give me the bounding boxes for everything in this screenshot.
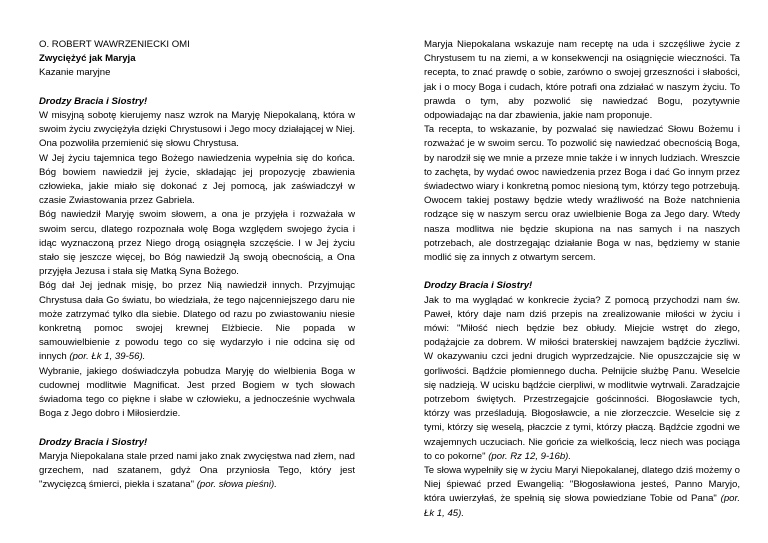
paragraph: W misyjną sobotę kierujemy nasz wzrok na Maryję Niepokalaną, która w swoim życiu zwyciężyła dzięki Chrystusowi i Jego mocy działającej w Niej. Ona pozwoliła przemienić się słowu Chrystusa. [39,110,355,150]
paragraph: W Jej życiu tajemnica tego Bożego nawiedzenia wypełnia się do końca. Bóg bowiem nawiedził jej życie, składając jej propozycję zbawienia człowieka, jakie miało się dokonać z Jej pomocą, jak zaświadczył w czasie Zwiastowania przez Gabriela. [39,152,355,207]
scripture-reference: (por. Łk 1, 39-56). [69,351,146,363]
paragraph-text: Maryja Niepokalana stale przed nami jako znak zwycięstwa nad złem, nad grzechem, nad szatanem, gdyż Ona przyniosła Tego, który jest "zwycięzcą śmierci, piekła i szatana" [39,450,355,491]
paragraph [424,294,740,464]
author-line: O. ROBERT WAWRZENIECKI OMI [39,39,190,50]
greeting-heading: Drodzy Bracia i Siostry! [424,280,533,292]
right-column [424,38,740,521]
paragraph [424,464,740,521]
paragraph-text: Te słowa wypełniły się w życiu Maryi Niepokalanej, dlatego dziś możemy o Niej śpiewać przed Ewangelią: "Błogosławiona jesteś, Panno Maryjo, która uwierzyłaś, że spełnią się słowa powiedziane Tobie od Pana" [424,465,740,505]
scripture-reference: (por. Rz 12, 9-16b). [488,450,572,462]
spacer [39,81,355,95]
sermon-title: Zwyciężyć jak Maryja [39,53,136,65]
paragraph: Wybranie, jakiego doświadczyła pobudza Maryję do wielbienia Boga w cudownej modlitwie Magnificat. Jest przed Bogiem w tych słowach świadoma tego co piękne i słabe w człowieku, a jednocześnie wychwala Boga z Jego dobro i Miłosierdzie. [39,365,355,420]
song-reference: (por. słowa pieśni). [196,479,277,491]
paragraph-text: Bóg dał Jej jednak misję, bo przez Nią nawiedził innych. Przyjmując Chrystusa dała Go światu, bo wiedziała, że tego najcenniejszego daru nie może zatrzymać tylko dla siebie. Dlatego od razu po zwiastowaniu niesie konkretną pomoc swojej krewnej Elżbiecie. Nie popada w samouwielbienie z powodu tego co się wydarzyło i nie odcina się od innych [39,280,355,363]
spacer [39,421,355,435]
greeting-heading: Drodzy Bracia i Siostry! [39,436,148,448]
paragraph [39,450,355,493]
greeting-heading: Drodzy Bracia i Siostry! [39,95,148,107]
sermon-subtitle: Kazanie maryjne [39,67,111,79]
left-column [39,38,355,492]
scripture-reference: (por. Łk 1, 45). [424,493,740,519]
paragraph [39,279,355,364]
paragraph: Bóg nawiedził Maryję swoim słowem, a ona je przyjęła i rozważała w swoim sercu, dlatego rozpoznała wolę Boga względem swojego życia i idąc wyznaczoną przez Niego drogą osiągnęła szczęście. I w Jej życiu stało się jeszcze więcej, bo Bóg nawiedził Ją swoją obecnością, a Ona przyjęła Jezusa i stała się Matką Syna Bożego. [39,209,355,278]
paragraph-text: Jak to ma wyglądać w konkrecie życia? Z pomocą przychodzi nam św. Paweł, który daje nam dziś przepis na zrealizowanie miłości w życiu i mówi: "Miłość niech będzie bez obłudy. Miejcie wstręt do złego, podążajcie za dobrem. W miłości braterskiej nawzajem bądźcie życzliwi. W okazywaniu czci jedni drugich wyprzedzajcie. Nie opuszczajcie się w gorliwości. Bądźcie płomiennego ducha. Pełnijcie służbę Panu. Weselcie się nadzieją. W ucisku bądźcie cierpliwi, w modlitwie wytrwali. Zaradzajcie potrzebom świętych. Przestrzegajcie gościnności. Błogosławcie tych, którzy was prześladują. Błogosławcie, a nie złorzeczcie. Weselcie się z tymi, którzy się weselą, płaczcie z tymi, którzy płaczą. Bądźcie zgodni we wzajemnych uczuciach. Nie gońcie za wielkością, lecz niech was pociąga to co pokorne" [424,294,740,462]
paragraph: Ta recepta, to wskazanie, by pozwalać się nawiedzać Słowu Bożemu i rozważać je w swoim sercu. To pozwolić się nawiedzać obecnością Boga, by narodził się we mnie a przeze mnie także i w innych ludziach. Wreszcie to zachęta, by wydać owoc nawiedzenia przez Boga i dać Go innym przez świadectwo wiary i konkretną pomoc niesioną tym, którzy tego potrzebują. Owocem takiej postawy będzie wtedy wraźliwość na Boże natchnienia rodzące się w naszym sercu oraz uwielbienie Boga za Jego dary. Wtedy nasza modlitwa nie będzie skupiona na nas samych i na naszych potrzebach, ale dostrzegając działanie Boga w nas, będziemy w stanie modlić się za innych z otwartym sercem. [424,124,740,264]
spacer [424,265,740,279]
paragraph: Maryja Niepokalana wskazuje nam receptę na uda i szczęśliwe życie z Chrystusem tu na ziemi, a w konsekwencji na osiągnięcie wieczności. Ta recepta, to znać prawdę o sobie, zarówno o swojej grzeszności i słabości, jak i o mocy Boga i cudach, które potrafi ona zdziałać w naszym życiu. To prawda o tym, aby pozwolić się nawiedzać Bogu, pozytywnie odpowiadając na dar zbawienia, jakie nam proponuje. [424,39,740,122]
